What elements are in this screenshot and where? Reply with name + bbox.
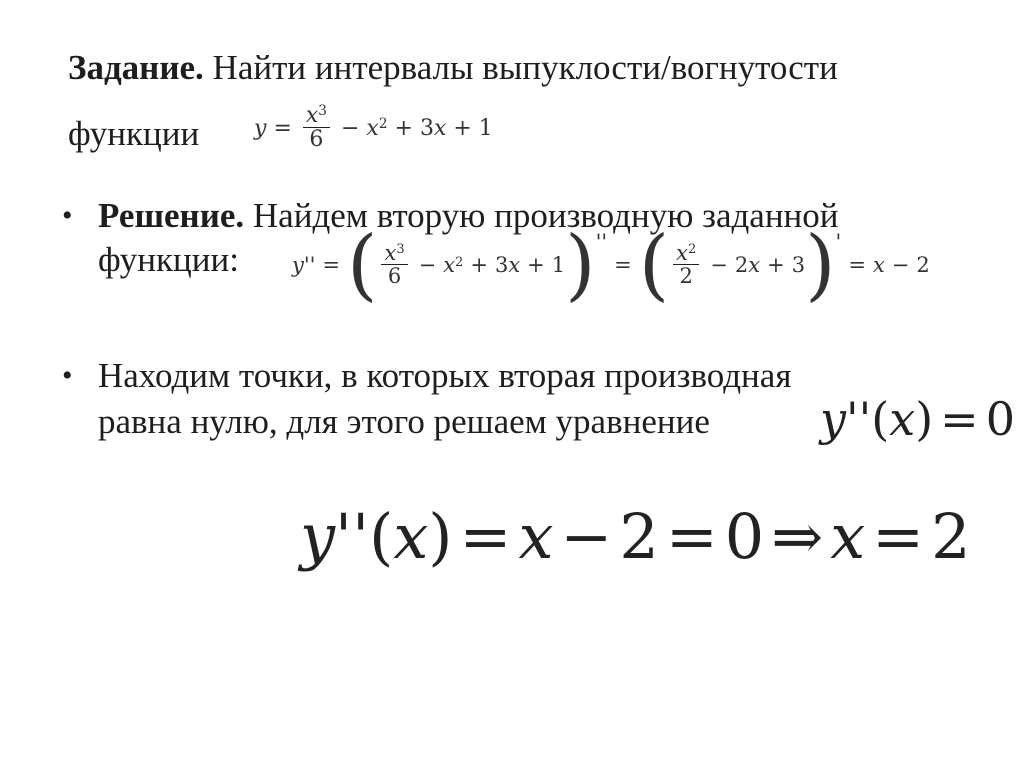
find-points-line-1: Находим точки, в которых вторая производная (98, 356, 792, 395)
solution-line-2: функции: (98, 240, 239, 279)
solution-bullet: • (62, 199, 73, 232)
task-label: Задание. (68, 48, 204, 87)
function-formula: y = $\frac{x^3}{6}$ − $x^2$ + 3x + 1 (254, 103, 493, 153)
solution-text: Найдем вторую производную заданной (252, 196, 839, 235)
task-text: Найти интервалы выпуклости/вогнутости (212, 48, 838, 87)
task-line-2: функции (68, 114, 200, 153)
solution-formula: y'' ( x ) = x − 2 = 0 ⇒ x = 2 (300, 500, 971, 573)
find-points-line-2: равна нулю, для этого решаем уравнение (98, 402, 710, 441)
equation-formula: y'' ( x ) = 0 (820, 392, 1015, 446)
find-points-bullet: • (62, 359, 73, 392)
second-derivative-formula: y'' = ( $\frac{x^3}{6}$ − $x^2$ + 3x + 1 ) '' = ( $\frac{x^2}{2}$ − 2x + 3 ) ' = x − 2 (292, 220, 930, 310)
task-line-1 (68, 48, 838, 88)
solution-label: Решение. (98, 196, 245, 235)
